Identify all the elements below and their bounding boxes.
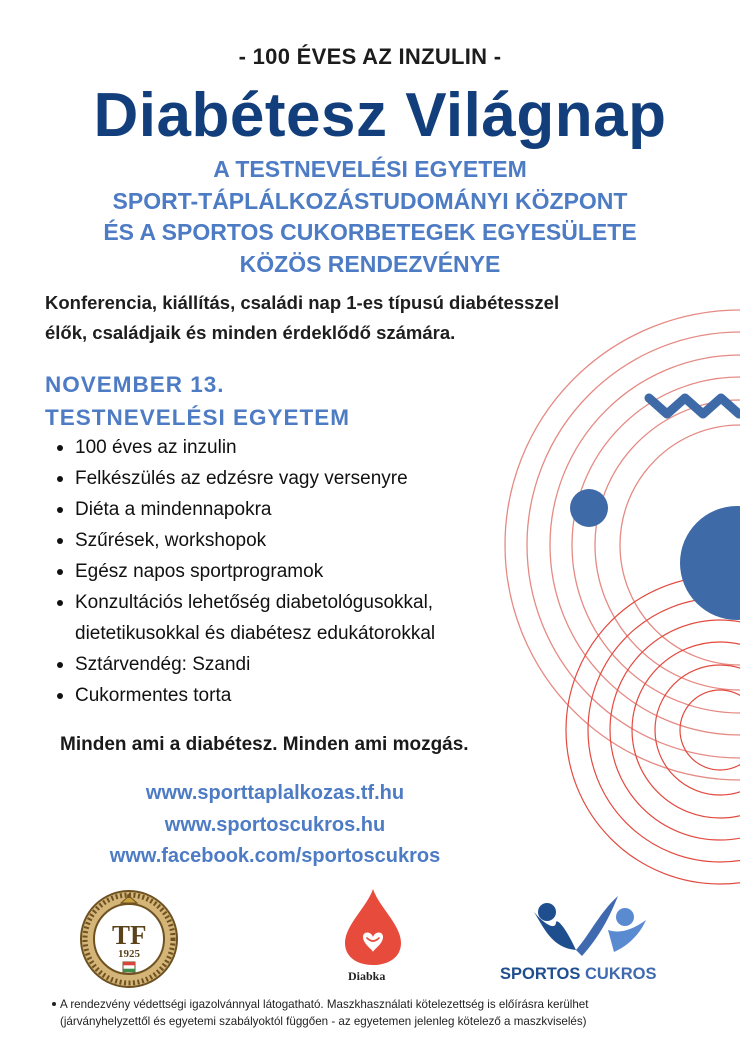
program-item: Sztárvendég: Szandi — [52, 649, 435, 680]
tf-letters: TF — [112, 920, 147, 950]
organizer-line: A TESTNEVELÉSI EGYETEM — [213, 156, 527, 182]
event-venue: TESTNEVELÉSI EGYETEM — [45, 405, 351, 430]
sportos-cukros-wordmark — [500, 965, 657, 984]
diabka-drop-graphic — [343, 887, 413, 967]
motto-text: Minden ami a diabétesz. Minden ami mozgás. — [60, 734, 469, 755]
program-item: Konzultációs lehetőség diabetológusokkal, — [52, 587, 435, 618]
tf-year: 1925 — [118, 948, 140, 960]
page-title: Diabétesz Világnap — [93, 81, 667, 150]
organizer-line: ÉS A SPORTOS CUKORBETEGEK EGYESÜLETE — [103, 219, 637, 245]
concentric-rings-lower — [566, 576, 740, 884]
intro-line: Konferencia, kiállítás, családi nap 1-es típusú diabétesszel — [45, 292, 560, 313]
program-item: Egész napos sportprogramok — [52, 556, 435, 587]
program-item: Szűrések, workshopok — [52, 525, 435, 556]
program-item: Felkészülés az edzésre vagy versenyre — [52, 463, 435, 494]
program-item-continuation: dietetikusokkal és diabétesz edukátorokkal — [75, 623, 436, 644]
diabka-name: Diabka — [348, 969, 386, 983]
program-item: Diéta a mindennapokra — [52, 494, 435, 525]
footer-note — [60, 996, 700, 1030]
footer-line: A rendezvény védettségi igazolvánnyal látogatható. Maszkhasználati kötelezettség is előírásra kerülhet — [60, 998, 589, 1011]
footer-bullet — [52, 1002, 56, 1006]
organizer-line: SPORT-TÁPLÁLKOZÁSTUDOMÁNYI KÖZPONT — [112, 187, 628, 214]
diabka-logo — [343, 887, 413, 989]
sportos-cukros-logo — [500, 890, 660, 990]
program-item: Cukormentes torta — [52, 680, 435, 711]
facebook-link[interactable]: www.facebook.com/sportoscukros — [109, 845, 441, 867]
program-list — [52, 432, 435, 711]
small-blue-dot — [570, 489, 608, 527]
zigzag-line — [649, 398, 739, 414]
links-block — [0, 778, 550, 873]
event-info — [45, 368, 350, 434]
website-link[interactable]: www.sporttaplalkozas.tf.hu — [145, 782, 405, 804]
intro-text — [45, 288, 705, 348]
cukros-word: CUKROS — [584, 965, 657, 983]
sportos-word: SPORTOS — [500, 965, 581, 983]
organizers-block — [0, 154, 740, 280]
tf-university-logo — [78, 889, 180, 989]
website-link[interactable]: www.sportoscukros.hu — [164, 813, 386, 836]
event-date: NOVEMBER 13. — [45, 372, 225, 397]
large-blue-dot — [680, 506, 740, 620]
footer-line: (járványhelyzettől és egyetemi szabályoktól függően - az egyetemen jelenleg kötelező a maszkviselés) — [60, 1015, 587, 1028]
intro-line: élők, családjaik és minden érdeklődő számára. — [45, 322, 456, 343]
organizer-line: KÖZÖS RENDEZVÉNYE — [239, 250, 501, 277]
program-item: 100 éves az inzulin — [52, 432, 435, 463]
sportos-cukros-figures-graphic — [500, 890, 660, 965]
kicker-heading: - 100 ÉVES AZ INZULIN - — [238, 44, 502, 69]
